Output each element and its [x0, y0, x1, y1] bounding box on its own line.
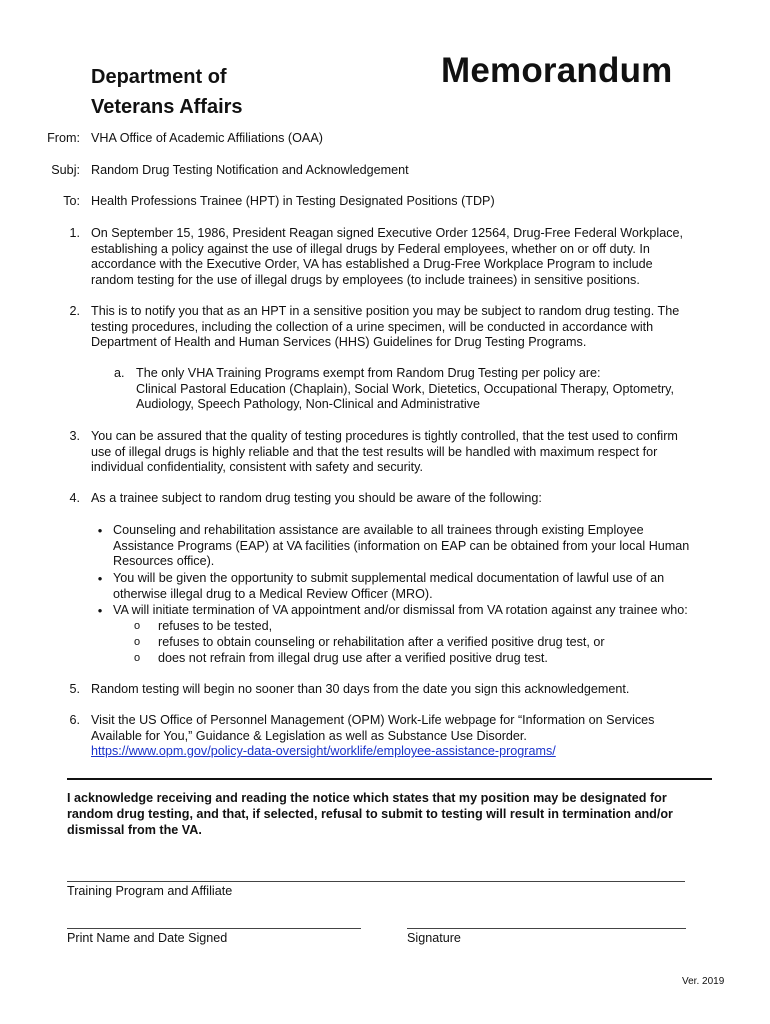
sub-item-a-line: The only VHA Training Programs exempt from Random Drug Testing per policy are:	[136, 366, 601, 380]
print-name-label: Print Name and Date Signed	[67, 931, 228, 945]
paragraph-1-line: establishing a policy against the use of illegal drugs by Federal employees, whether on or off duty. In	[91, 241, 650, 256]
paragraph-6	[91, 713, 731, 760]
from-value: VHA Office of Academic Affiliations (OAA)	[91, 131, 323, 145]
sub-item-a-letter: a.	[114, 366, 125, 380]
paragraph-6-line: Visit the US Office of Personnel Management (OPM) Work-Life webpage for “Information on Services	[91, 713, 655, 727]
paragraph-4-number: 4.	[69, 491, 80, 505]
paragraph-1-number: 1.	[69, 226, 80, 240]
sub-item-a	[136, 366, 736, 413]
paragraph-2-line: testing procedures, including the collection of a urine specimen, will be conducted in accordance with	[91, 319, 654, 334]
signature-label: Signature	[407, 931, 461, 945]
bullet-1	[113, 523, 733, 570]
signature-line[interactable]	[407, 928, 686, 929]
sub-item-a-line: Clinical Pastoral Education (Chaplain), Social Work, Dietetics, Occupational Therapy, Optometry,	[136, 381, 675, 396]
training-program-line[interactable]	[67, 881, 685, 882]
sub-item-a-line: Audiology, Speech Pathology, Non-Clinical and Administrative	[136, 397, 480, 412]
paragraph-2	[91, 304, 731, 351]
department-line-1: Department of	[91, 66, 227, 88]
paragraph-2-line: This is to notify you that as an HPT in a sensitive position you may be subject to random drug testing. The	[91, 304, 680, 318]
paragraph-4: As a trainee subject to random drug testing you should be aware of the following:	[91, 491, 542, 505]
bullet-3: VA will initiate termination of VA appointment and/or dismissal from VA rotation against any trainee who:	[113, 603, 688, 617]
acknowledgement-line: dismissal from the VA.	[67, 823, 202, 837]
sub-bullet-2: refuses to obtain counseling or rehabilitation after a verified positive drug test, or	[158, 635, 605, 649]
to-label: To:	[63, 194, 80, 208]
circle-bullet-icon: o	[134, 620, 141, 632]
paragraph-1	[91, 226, 731, 288]
from-label: From:	[47, 131, 80, 145]
paragraph-3-line: use of illegal drugs is highly reliable and that the test results will be handled with maximum respect for	[91, 444, 658, 459]
subject-value: Random Drug Testing Notification and Acknowledgement	[91, 163, 409, 177]
paragraph-3-line: You can be assured that the quality of testing procedures is tightly controlled, that the test used to confirm	[91, 429, 678, 443]
paragraph-3-line: individual confidentiality, consistent with safety and security.	[91, 460, 424, 475]
bullet-1-line: Resources office).	[113, 554, 215, 569]
section-divider	[67, 778, 712, 780]
paragraph-3	[91, 429, 731, 476]
subject-label: Subj:	[51, 163, 80, 177]
bullet-2-line: You will be given the opportunity to submit supplemental medical documentation of lawful use of an	[113, 571, 665, 585]
paragraph-5-number: 5.	[69, 682, 80, 696]
acknowledgement-line: I acknowledge receiving and reading the notice which states that my position may be designated for	[67, 791, 667, 805]
paragraph-3-number: 3.	[69, 429, 80, 443]
circle-bullet-icon: o	[134, 652, 141, 664]
paragraph-1-line: random testing for the use of illegal drugs by employees (to include trainees) in sensitive positions.	[91, 272, 640, 287]
paragraph-2-number: 2.	[69, 304, 80, 318]
circle-bullet-icon: o	[134, 636, 141, 648]
bullet-icon: •	[97, 571, 103, 586]
opm-eap-link[interactable]: https://www.opm.gov/policy-data-oversight/worklife/employee-assistance-programs/	[91, 744, 556, 759]
memorandum-title: Memorandum	[441, 51, 673, 90]
bullet-1-line: Assistance Programs (EAP) at VA facilities (information on EAP can be obtained from your local Human	[113, 538, 690, 553]
bullet-icon: •	[97, 603, 103, 618]
paragraph-2-line: Department of Health and Human Services (HHS) Guidelines for Drug Testing Programs.	[91, 335, 587, 350]
version-label: Ver. 2019	[682, 976, 725, 987]
paragraph-1-line: accordance with the Executive Order, VA has established a Drug-Free Workplace Program to include	[91, 257, 653, 272]
bullet-2-line: otherwise illegal drug to a Medical Review Officer (MRO).	[113, 586, 433, 601]
bullet-2	[113, 571, 733, 602]
department-title	[91, 62, 243, 122]
paragraph-6-line: Available for You,” Guidance & Legislation as well as Substance Use Disorder.	[91, 728, 527, 743]
to-value: Health Professions Trainee (HPT) in Testing Designated Positions (TDP)	[91, 194, 495, 208]
training-program-label: Training Program and Affiliate	[67, 884, 233, 898]
department-line-2: Veterans Affairs	[91, 96, 243, 118]
sub-bullet-3: does not refrain from illegal drug use after a verified positive drug test.	[158, 651, 548, 665]
bullet-icon: •	[97, 523, 103, 538]
sub-bullet-1: refuses to be tested,	[158, 619, 273, 633]
acknowledgement-line: random drug testing, and that, if selected, refusal to submit to testing will result in termination and/or	[67, 807, 673, 821]
acknowledgement-statement	[67, 790, 727, 838]
paragraph-1-line: On September 15, 1986, President Reagan signed Executive Order 12564, Drug-Free Federal Workplace,	[91, 226, 683, 240]
paragraph-5: Random testing will begin no sooner than 30 days from the date you sign this acknowledgement.	[91, 682, 630, 696]
print-name-line[interactable]	[67, 928, 361, 929]
paragraph-6-number: 6.	[69, 713, 80, 727]
bullet-1-line: Counseling and rehabilitation assistance are available to all trainees through existing Employee	[113, 523, 644, 537]
